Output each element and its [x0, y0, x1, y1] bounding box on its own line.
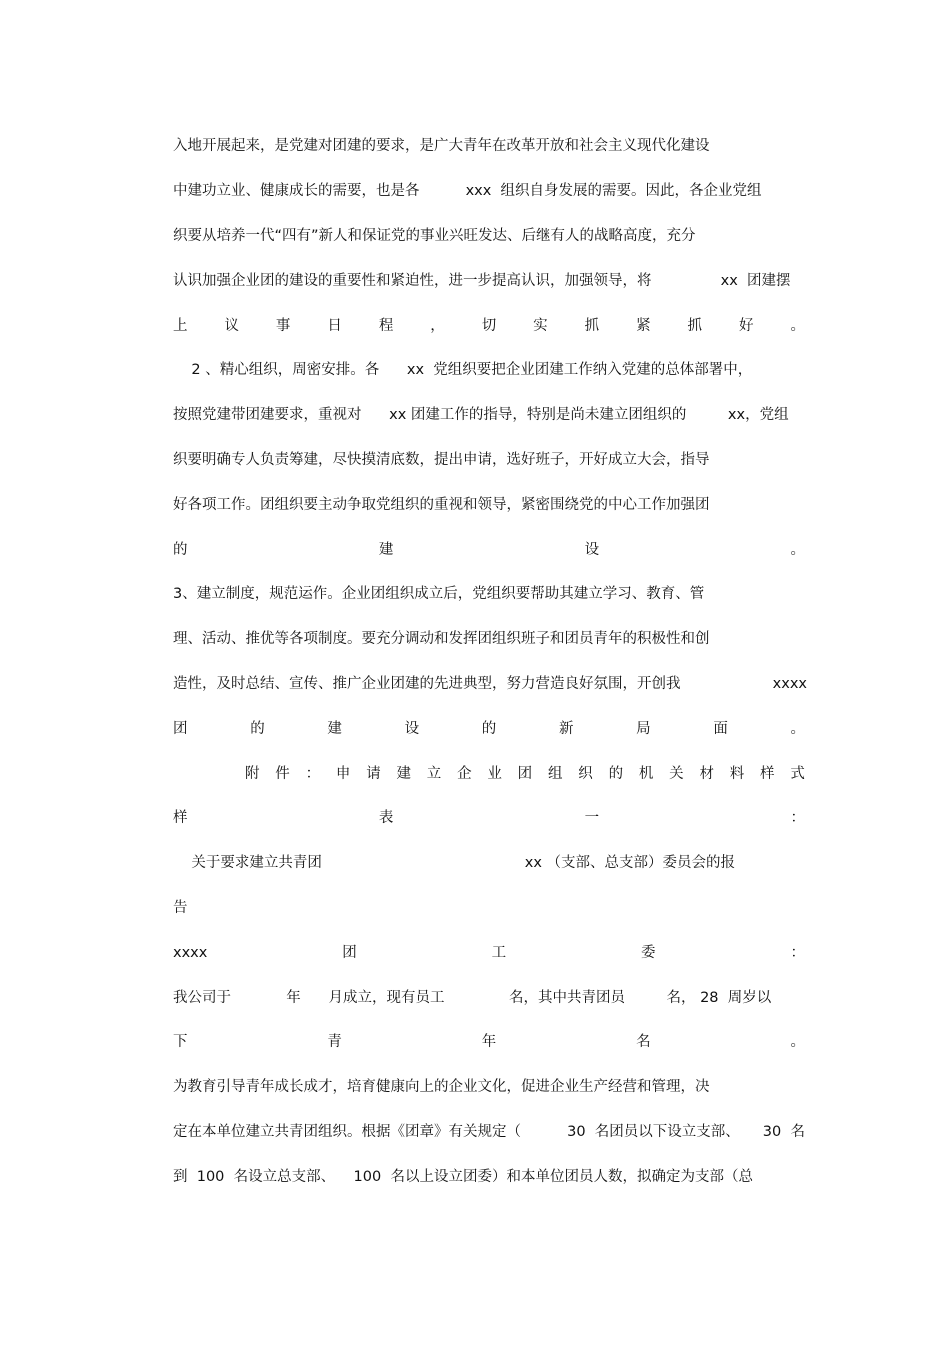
justified-line — [173, 538, 805, 562]
justified-glyph: 日 — [327, 318, 342, 334]
justified-glyph: 的 — [173, 542, 188, 558]
text-line: 为教育引导青年成长成才，培育健康向上的企业文化，促进企业生产经营和管理，决 — [173, 1079, 710, 1095]
justified-glyph: 。 — [790, 318, 805, 334]
justified-glyph: 的 — [481, 721, 497, 737]
justified-line — [173, 314, 805, 338]
justified-line — [173, 806, 805, 830]
justified-glyph: 抓 — [584, 318, 600, 334]
justified-glyph: 一 — [584, 810, 600, 826]
justified-glyph: 委 — [641, 945, 656, 961]
justified-glyph: 建 — [327, 721, 342, 737]
text-line: 定在本单位建立共青团组织。根据《团章》有关规定（ 30 名团员以下设立支部、 30 名 — [173, 1124, 805, 1140]
justified-glyph: 团 — [342, 945, 357, 961]
justified-glyph: 机 — [638, 766, 654, 782]
justified-glyph: 新 — [558, 721, 574, 737]
salutation-line — [173, 941, 805, 965]
text-line: 我公司于 年 月成立，现有员工 名，其中共青团员 名， 28 周岁以 — [173, 990, 772, 1006]
justified-glyph: 团 — [173, 721, 188, 737]
justified-glyph: 年 — [481, 1034, 497, 1050]
justified-glyph: 业 — [487, 766, 502, 782]
justified-glyph: 工 — [491, 945, 507, 961]
justified-glyph: 抓 — [687, 318, 703, 334]
justified-glyph: 事 — [275, 318, 291, 334]
justified-glyph: 的 — [250, 721, 265, 737]
justified-glyph: 件 — [275, 766, 290, 782]
justified-glyph: 设 — [584, 542, 600, 558]
justified-glyph: 局 — [636, 721, 651, 737]
justified-glyph: 式 — [790, 766, 805, 782]
justified-glyph: 企 — [457, 766, 472, 782]
text-line: 到 100 名设立总支部、 100 名以上设立团委）和本单位团员人数，拟确定为支部（总 — [173, 1169, 753, 1185]
justified-glyph: ： — [790, 810, 805, 826]
justified-glyph: 议 — [224, 318, 239, 334]
text-line: 3、建立制度，规范运作。企业团组织成立后，党组织要帮助其建立学习、教育、管 — [173, 586, 705, 602]
justified-glyph: 。 — [790, 1034, 805, 1050]
justified-glyph: 面 — [713, 721, 728, 737]
justified-glyph: 名 — [636, 1034, 651, 1050]
text-line: 2 、精心组织，周密安排。各 xx 党组织要把企业团建工作纳入党建的总体部署中， — [173, 362, 753, 378]
report-title-line: 告 — [173, 900, 188, 916]
justified-glyph: 附 — [245, 766, 260, 782]
justified-glyph: 上 — [173, 318, 188, 334]
text-line: 理、活动、推优等各项制度。要充分调动和发挥团组织班子和团员青年的积极性和创 — [173, 631, 710, 647]
justified-glyph: 表 — [378, 810, 394, 826]
justified-glyph: 下 — [173, 1034, 188, 1050]
justified-glyph: 申 — [335, 766, 351, 782]
text-line: 中建功立业、健康成长的需要，也是各 xxx 组织自身发展的需要。因此，各企业党组 — [173, 183, 762, 199]
justified-glyph: 的 — [608, 766, 624, 782]
justified-line — [173, 1030, 805, 1054]
text-line: 认识加强企业团的建设的重要性和紧迫性，进一步提高认识，加强领导，将 xx 团建摆 — [173, 273, 791, 289]
justified-glyph: 。 — [790, 721, 805, 737]
text-line: 入地开展起来，是党建对团建的要求，是广大青年在改革开放和社会主义现代化建设 — [173, 138, 710, 154]
justified-glyph: 请 — [366, 766, 381, 782]
justified-glyph: 团 — [517, 766, 533, 782]
justified-glyph: 好 — [738, 318, 754, 334]
justified-glyph: 建 — [378, 542, 394, 558]
justified-glyph: 切 — [481, 318, 497, 334]
justified-glyph: 组 — [547, 766, 563, 782]
justified-glyph: ： — [790, 945, 805, 961]
justified-glyph: 紧 — [636, 318, 651, 334]
justified-glyph: 。 — [790, 542, 805, 558]
justified-glyph: 实 — [533, 318, 548, 334]
justified-glyph: 关 — [669, 766, 684, 782]
report-title-line: 关于要求建立共青团 xx （支部、总支部）委员会的报 — [173, 855, 736, 871]
justified-line — [173, 717, 805, 741]
text-line: 织要从培养一代“四有”新人和保证党的事业兴旺发达、后继有人的战略高度，充分 — [173, 228, 696, 244]
justified-glyph: xxxx — [173, 945, 208, 961]
justified-glyph: 立 — [426, 766, 442, 782]
justified-glyph: 样 — [173, 810, 188, 826]
justified-glyph: 程 — [378, 318, 394, 334]
justified-glyph: ： — [305, 766, 321, 782]
justified-glyph: 建 — [396, 766, 411, 782]
justified-glyph: 料 — [729, 766, 745, 782]
text-line: 按照党建带团建要求，重视对 xx 团建工作的指导，特别是尚未建立团组织的 xx，党组 — [173, 407, 789, 423]
text-line: 造性，及时总结、宣传、推广企业团建的先进典型，努力营造良好氛围，开创我 xxxx — [173, 676, 808, 692]
text-line: 好各项工作。团组织要主动争取党组织的重视和领导，紧密围绕党的中心工作加强团 — [173, 497, 710, 513]
justified-glyph: 样 — [760, 766, 775, 782]
text-line: 织要明确专人负责筹建，尽快摸清底数，提出申请，选好班子，开好成立大会，指导 — [173, 452, 710, 468]
justified-glyph: ， — [430, 318, 445, 334]
justified-glyph: 青 — [327, 1034, 342, 1050]
justified-glyph: 设 — [404, 721, 420, 737]
attachment-title-line — [245, 762, 805, 786]
justified-glyph: 织 — [578, 766, 593, 782]
justified-glyph: 材 — [699, 766, 714, 782]
